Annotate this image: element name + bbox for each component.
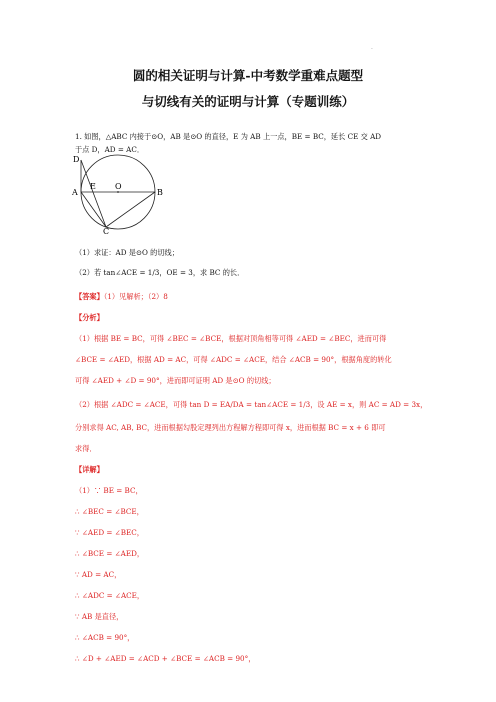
solution-label: 【详解】 <box>75 465 104 474</box>
solution-step-9: ∴ ∠D + ∠AED = ∠ACD + ∠BCE = ∠ACB = 90°， <box>75 654 256 663</box>
problem-line-2: 于点 D，AD = AC． <box>75 145 145 154</box>
solution-step-6: ∴ ∠ADC = ∠ACE， <box>75 591 145 600</box>
analysis-p2c: 求得． <box>75 444 97 453</box>
solution-step-5: ∵ AD = AC， <box>75 570 122 579</box>
label-e: E <box>90 182 96 191</box>
label-b: B <box>157 188 163 197</box>
solution-step-1: （1）∵ BE = BC， <box>75 486 143 495</box>
segment-cb <box>106 192 155 227</box>
question-1: （1）求证：AD 是⊙O 的切线； <box>75 248 179 257</box>
analysis-label: 【分析】 <box>75 313 104 322</box>
label-c: C <box>103 227 110 234</box>
title-line-1: 圆的相关证明与计算-中考数学重难点题型 <box>132 68 364 83</box>
analysis-p2a: （2）根据 ∠ADC = ∠ACE，可得 tan D = EA/DA = tan∠ACE = 1/3，设 AE = x，则 AC = AD = 3x， <box>75 400 428 409</box>
header-dot: · <box>371 46 373 53</box>
analysis-p2b: 分别求得 AC, AB, BC，进而根据勾股定理列出方程解方程即可得 x，进而根据 BC = x + 6 即可 <box>75 423 386 432</box>
answer-text: （1）见解析；（2）8 <box>103 292 168 301</box>
title-line-2: 与切线有关的证明与计算（专题训练） <box>141 94 355 109</box>
solution-step-2: ∴ ∠BEC = ∠BCE， <box>75 507 144 516</box>
segment-ac <box>81 192 106 227</box>
analysis-p1b: ∠BCE = ∠AED，根据 AD = AC，可得 ∠ADC = ∠ACE，结合 ∠ACB = 90°，根据角度的转化 <box>75 355 392 364</box>
label-o: O <box>115 182 122 191</box>
problem-line-1: 1. 如图，△ABC 内接于⊙O，AB 是⊙O 的直径，E 为 AB 上一点，BE = BC，延长 CE 交 AD <box>75 132 382 141</box>
solution-step-8: ∴ ∠ACB = 90°， <box>75 633 135 642</box>
answer-label: 【答案】 <box>75 292 104 301</box>
geometry-figure <box>71 152 167 234</box>
label-d: D <box>73 155 80 164</box>
solution-step-3: ∵ ∠AED = ∠BEC， <box>75 528 144 537</box>
analysis-p1a: （1）根据 BE = BC，可得 ∠BEC = ∠BCE，根据对顶角相等可得 ∠AED = ∠BEC，进而可得 <box>75 334 387 343</box>
analysis-p1c: 可得 ∠AED + ∠D = 90°，进而即可证明 AD 是⊙O 的切线； <box>75 376 276 385</box>
solution-step-4: ∴ ∠BCE = ∠AED， <box>75 549 145 558</box>
center-dot <box>117 191 119 193</box>
question-2: （2）若 tan∠ACE = 1/3，OE = 3，求 BC 的长． <box>75 268 245 277</box>
label-a: A <box>72 188 78 197</box>
solution-step-7: ∵ AB 是直径， <box>75 612 124 621</box>
answer-line <box>75 292 168 302</box>
segment-dc <box>81 160 106 227</box>
